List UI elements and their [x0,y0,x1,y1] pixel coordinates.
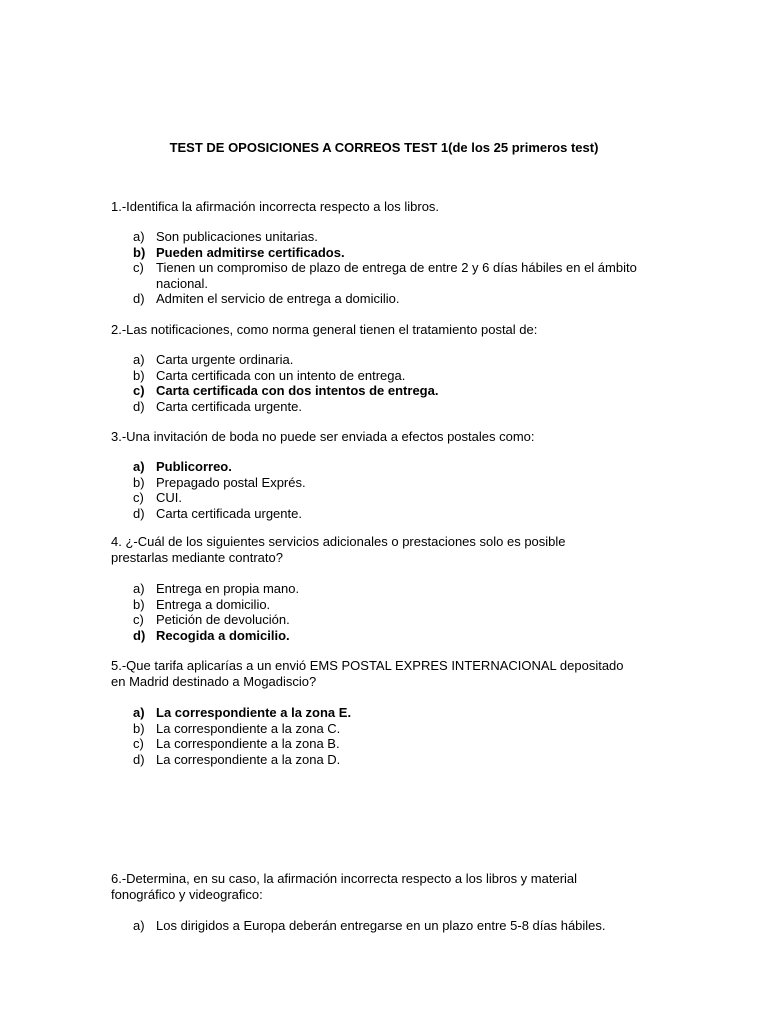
option-text: Publicorreo. [156,459,232,474]
option-2c-correct [133,383,693,399]
question-1 [111,199,671,215]
question-text: 5.-Que tarifa aplicarías a un envió EMS POSTAL EXPRES INTERNACIONAL depositado en Madrid destinado a Mogadiscio? [111,658,624,689]
option-4a [133,581,693,597]
option-letter: c) [133,383,145,398]
option-letter: d) [133,627,146,643]
option-text: Entrega a domicilio. [156,596,271,612]
option-3c [133,490,693,506]
option-2a [133,352,693,368]
option-text: Admiten el servicio de entrega a domicilio. [156,291,400,306]
option-letter: a) [133,581,145,596]
option-text: La correspondiente a la zona D. [156,751,341,767]
page-title: TEST DE OPOSICIONES A CORREOS TEST 1(de los 25 primeros test) [169,140,599,155]
option-text: Carta certificada con un intento de entrega. [156,367,406,383]
option-4d-correct [133,628,693,644]
option-text: Pueden admitirse certificados. [156,244,345,260]
options-6 [133,918,733,934]
option-text: Carta urgente ordinaria. [156,352,294,367]
option-5d [133,752,693,768]
question-text: 4. ¿-Cuál de los siguientes servicios adicionales o prestaciones solo es posible prestarlas mediante contrato? [111,534,566,565]
option-text: La correspondiente a la zona E. [156,705,352,720]
options-1 [133,229,693,307]
option-text: CUI. [156,490,182,505]
option-5b [133,721,693,737]
option-1a [133,229,693,245]
option-text: La correspondiente a la zona C. [156,720,341,736]
option-text: Entrega en propia mano. [156,581,300,596]
option-3b [133,475,693,491]
question-4 [111,534,611,565]
option-letter: b) [133,474,145,490]
options-3 [133,459,693,521]
option-1d [133,291,693,307]
option-1b-correct [133,245,693,261]
option-text: Recogida a domicilio. [156,627,290,643]
option-text: La correspondiente a la zona B. [156,736,340,751]
option-letter: c) [133,736,144,751]
option-text: Carta certificada urgente. [156,398,302,414]
option-2d [133,399,693,415]
option-2b [133,368,693,384]
options-4 [133,581,693,643]
option-letter: a) [133,229,145,244]
question-text: 2.-Las notificaciones, como norma general tienen el tratamiento postal de: [111,322,538,337]
option-3d [133,506,693,522]
option-letter: a) [133,352,145,367]
options-5 [133,705,693,767]
option-6a [133,918,733,934]
option-text: Carta certificada urgente. [156,505,302,521]
option-4c [133,612,693,628]
option-letter: a) [133,918,145,933]
option-letter: d) [133,505,145,521]
option-letter: c) [133,490,144,505]
question-5 [111,658,631,689]
option-text: Tienen un compromiso de plazo de entrega de entre 2 y 6 días hábiles en el ámbito nacional. [156,260,637,291]
option-3a-correct [133,459,693,475]
question-3 [111,429,671,445]
option-letter: d) [133,291,145,306]
option-letter: b) [133,720,145,736]
question-text: 3.-Una invitación de boda no puede ser enviada a efectos postales como: [111,429,535,444]
option-text: Petición de devolución. [156,612,290,627]
question-2 [111,322,671,338]
question-text: 6.-Determina, en su caso, la afirmación incorrecta respecto a los libros y material fonográfico y videografico: [111,871,578,902]
option-4b [133,597,693,613]
option-1c [133,260,693,291]
option-letter: d) [133,398,145,414]
question-text: 1.-Identifica la afirmación incorrecta respecto a los libros. [111,199,440,214]
option-text: Los dirigidos a Europa deberán entregarse en un plazo entre 5-8 días hábiles. [156,918,606,933]
option-letter: b) [133,596,145,612]
option-letter: b) [133,244,146,260]
option-text: Carta certificada con dos intentos de entrega. [156,383,439,398]
option-letter: c) [133,260,144,275]
option-letter: a) [133,459,145,474]
option-letter: b) [133,367,145,383]
option-text: Prepagado postal Exprés. [156,474,306,490]
option-letter: d) [133,751,145,767]
option-text: Son publicaciones unitarias. [156,229,318,244]
option-letter: c) [133,612,144,627]
option-5c [133,736,693,752]
options-2 [133,352,693,414]
question-6 [111,871,641,902]
option-letter: a) [133,705,145,720]
option-5a-correct [133,705,693,721]
